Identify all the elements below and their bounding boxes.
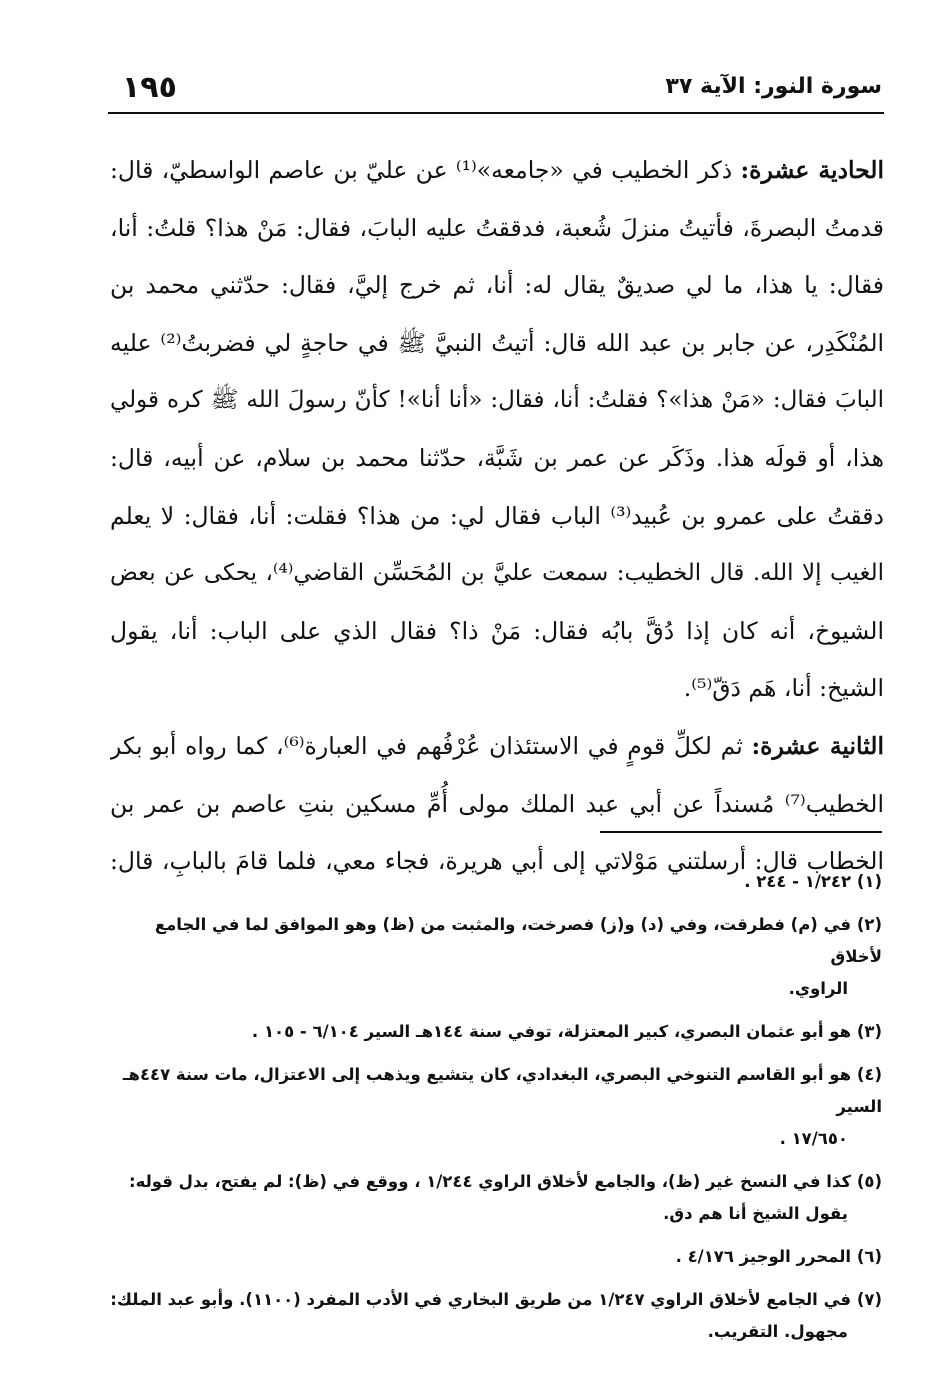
footnote-divider (600, 831, 882, 833)
text-line: هذا، أو قولَه هذا. وذَكَر عن عمر بن شَبَّة، حدّثنا محمد بن سلام، عن أبيه، قال: (110, 443, 884, 472)
text-line: دققتُ على عمرو بن عُبيد⁽³⁾ الباب فقال لي: من هذا؟ فقلت: أنا، فقال: لا يعلم (110, 501, 884, 530)
footnote: (٣) هو أبو عثمان البصري، كبير المعتزلة، توفي سنة ١٤٤هـ السير ٦/١٠٤ - ١٠٥ . (251, 1022, 882, 1041)
footnote-number: (٧) (856, 1290, 882, 1309)
text-line: الخطاب قال: أرسلتني مَوْلاتي إلى أبي هريرة، فجاء معي، فلما قامَ بالبابِ، قال: (110, 847, 884, 876)
text-line: الحادية عشرة: ذكر الخطيب في «جامعه»⁽¹⁾ عن عليّ بن عاصم الواسطيّ، قال: (110, 156, 884, 184)
text-line: الشيخ: أنا، هَم دَقّ⁽⁵⁾. (683, 674, 884, 703)
text-line: الخطيب⁽⁷⁾ مُسنداً عن أبي عبد الملك مولى أُمِّ مسكين بنتِ عاصم بن عمر بن (110, 789, 884, 818)
section-lead: الحادية عشرة: (740, 156, 884, 184)
text-line: قدمتُ البصرةَ، فأتيتُ منزلَ شُعبة، فدققتُ عليه البابَ، فقال: مَنْ هذا؟ قلتُ: أنا، (110, 213, 884, 242)
text-line: فقال: يا هذا، ما لي صديقٌ يقال له: أنا، ثم خرج إليَّ، فقال: حدّثني محمد بن (110, 271, 884, 300)
footnote-number: (٢) (856, 915, 882, 934)
header-divider (108, 112, 884, 114)
footnote-number: (٣) (856, 1022, 882, 1041)
footnote-number: (١) (856, 872, 882, 891)
page-number: ١٩٥ (122, 70, 177, 105)
footnotes (110, 866, 882, 1359)
footnote: (٢) في (م) فطرقت، وفي (د) و(ز) فصرخت، والمثبت من (ظ) وهو الموافق لما في الجامع لأخلاق الراوي. (154, 915, 882, 998)
footnote-number: (٥) (856, 1172, 882, 1191)
text-line: الثانية عشرة: ثم لكلِّ قومٍ في الاستئذان عُرْفُهم في العبارة⁽⁶⁾، كما رواه أبو بكر (110, 731, 884, 760)
text-line: البابَ فقال: «مَنْ هذا»؟ فقلتُ: أنا، فقال: «أنا أنا»! كأنّ رسولَ الله ﷺ كره قولي (110, 387, 884, 414)
section-lead: الثانية عشرة: (751, 731, 884, 760)
text-line: المُنْكَدِر، عن جابر بن عبد الله قال: أتيتُ النبيَّ ﷺ في حاجةٍ لي فضربتُ⁽²⁾ عليه (110, 328, 884, 357)
footnote: (٧) في الجامع لأخلاق الراوي ١/٢٤٧ من طريق البخاري في الأدب المفرد (١١٠٠). وأبو عبد الملك: مجهول. التقريب. (110, 1290, 882, 1341)
footnote: (٥) كذا في النسخ غير (ظ)، والجامع لأخلاق الراوي ١/٢٤٤ ، ووقع في (ظ): لم يفتح، بدل قوله: يقول الشيخ أنا هم دق. (128, 1172, 882, 1223)
footnote-number: (٦) (856, 1247, 882, 1266)
footnote: (٦) المحرر الوجيز ٤/١٧٦ . (675, 1247, 882, 1266)
footnote-number: (٤) (856, 1065, 882, 1084)
running-title: سورة النور: الآية ٣٧ (665, 74, 882, 99)
text-line: الغيب إلا الله. قال الخطيب: سمعت عليَّ بن المُحَسِّن القاضي⁽⁴⁾، يحكى عن بعض (110, 560, 884, 587)
main-text (110, 142, 884, 891)
text-line: الشيوخ، أنه كان إذا دُقَّ بابُه فقال: مَنْ ذا؟ فقال الذي على الباب: أنا، يقول (110, 616, 884, 645)
page-header (110, 70, 882, 112)
footnote: (٤) هو أبو القاسم التنوخي البصري، البغدادي، كان يتشيع ويذهب إلى الاعتزال، مات سنة ٤٤٧هـ السير ١٧/٦٥٠ . (122, 1065, 882, 1148)
footnote: (١) ١/٢٤٢ - ٢٤٤ . (744, 872, 882, 891)
